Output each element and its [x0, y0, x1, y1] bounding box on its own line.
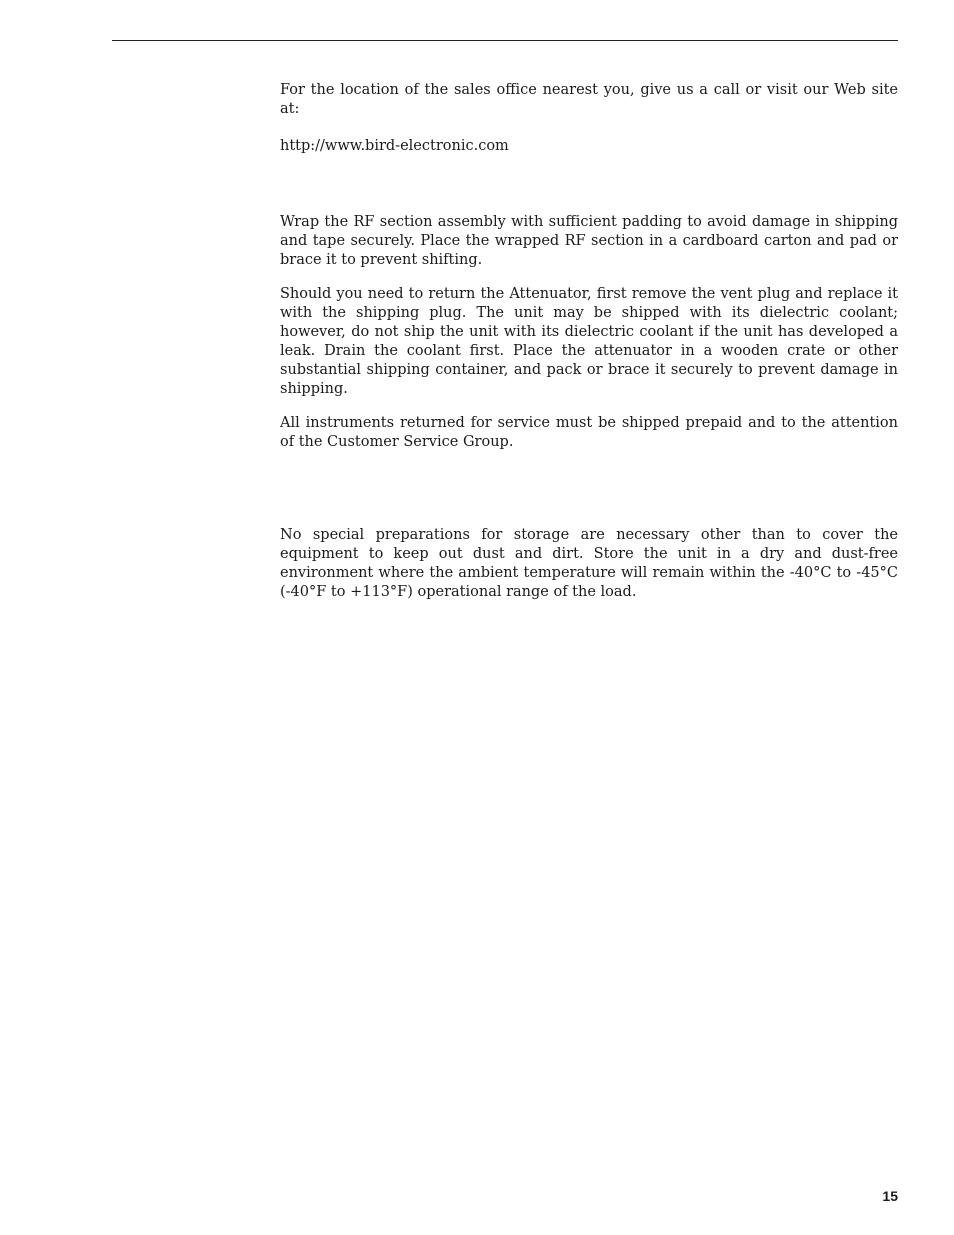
page-content [280, 81, 898, 617]
shipping-paragraph-3: All instruments returned for service must be shipped prepaid and to the attention of the Customer Service Group. [280, 415, 898, 450]
section-spacer [280, 467, 898, 526]
shipping-paragraph-1: Wrap the RF section assembly with sufficient padding to avoid damage in shipping and tape securely. Place the wrapped RF section in a cardboard carton and pad or brace it to prevent shifting. [280, 214, 898, 268]
page-number: 15 [882, 1188, 898, 1204]
shipping-paragraph-2: Should you need to return the Attenuator, first remove the vent plug and replace it with the shipping plug. The unit may be shipped with its dielectric coolant; however, do not ship the unit with its dielectric coolant if the unit has developed a leak. Drain the coolant first. Place the attenuator in a wooden crate or other substantial shipping container, and pack or brace it securely to prevent damage in shipping. [280, 286, 898, 397]
section-spacer [280, 156, 898, 213]
header-rule [112, 40, 898, 41]
storage-paragraph: No special preparations for storage are necessary other than to cover the equipment to keep out dust and dirt. Store the unit in a dry and dust-free environment where the ambient temperature will remain within the -40°C to -45°C (-40°F to +113°F) operational range of the load. [280, 527, 898, 600]
sales-office-text: For the location of the sales office nearest you, give us a call or visit our Web site at: [280, 82, 898, 117]
website-url[interactable]: http://www.bird-electronic.com [280, 138, 509, 154]
